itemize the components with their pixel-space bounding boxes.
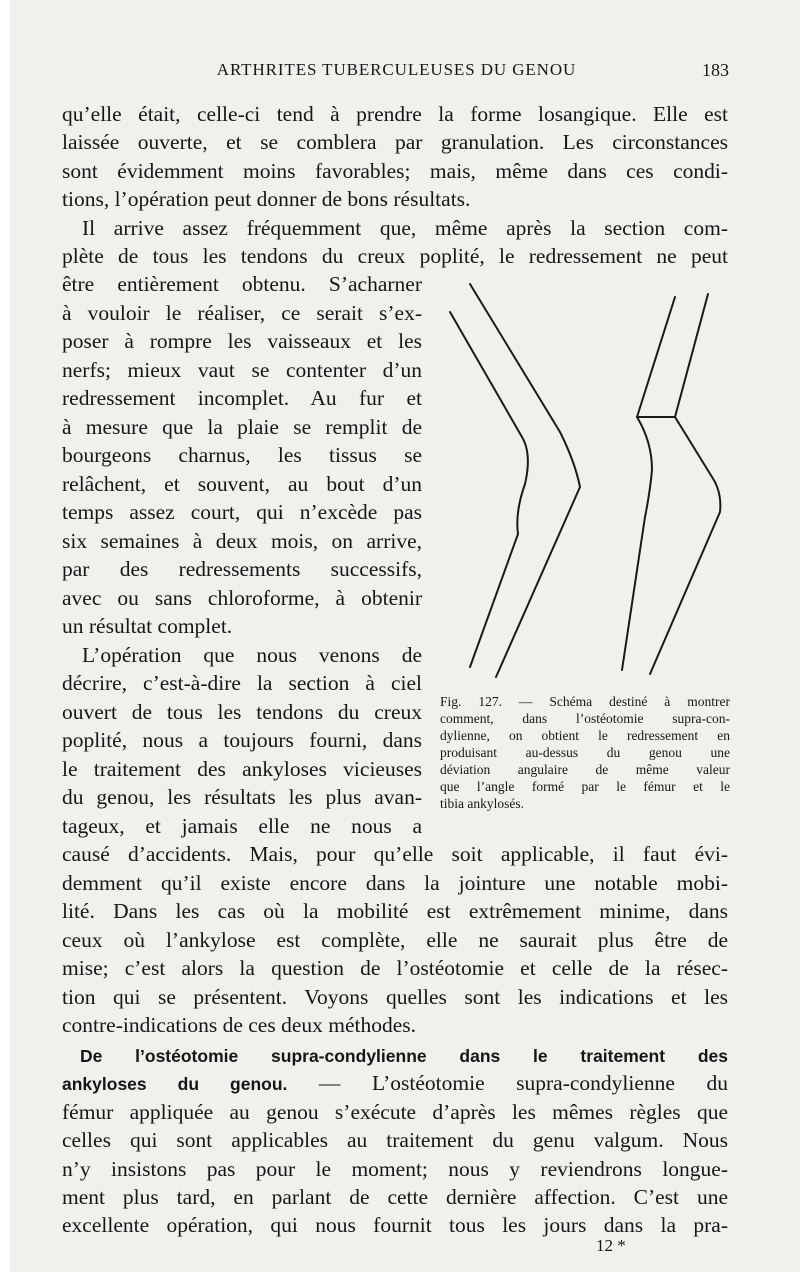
body-line: du genou, les résultats les plus avan- xyxy=(62,785,422,809)
figure-caption-line: comment, dans l’ostéotomie supra-con- xyxy=(440,711,730,726)
body-line: mise; c’est alors la question de l’ostéotomie et celle de la résec- xyxy=(62,956,728,980)
body-line: temps assez court, qui n’excède pas xyxy=(62,500,422,524)
figure-caption-line: dylienne, on obtient le redressement en xyxy=(440,728,730,743)
figure-caption-line: Fig. 127. — Schéma destiné à montrer xyxy=(440,694,730,709)
body-line: laissée ouverte, et se comblera par granulation. Les circonstances xyxy=(62,130,728,154)
section-line: ment plus tard, en parlant de cette dernière affection. C’est une xyxy=(62,1185,728,1209)
body-line: plète de tous les tendons du creux poplité, le redressement ne peut xyxy=(62,244,728,268)
body-line: être entièrement obtenu. S’acharner xyxy=(62,272,422,296)
section-line: fémur appliquée au genou s’exécute d’après les mêmes règles que xyxy=(62,1100,728,1124)
figure-caption-line: déviation angulaire de même valeur xyxy=(440,762,730,777)
body-line: six semaines à deux mois, on arrive, xyxy=(62,529,422,553)
section-line: celles qui sont applicables au traitement du genu valgum. Nous xyxy=(62,1128,728,1152)
body-line: par des redressements successifs, xyxy=(62,557,422,581)
body-line: L’opération que nous venons de xyxy=(82,643,422,667)
body-line: ceux où l’ankylose est complète, elle ne saurait plus être de xyxy=(62,928,728,952)
body-line: contre-indications de ces deux méthodes. xyxy=(62,1013,417,1037)
body-line: ouvert de tous les tendons du creux xyxy=(62,700,422,724)
osteotomy-limb-inner-contour xyxy=(637,297,675,417)
body-line: tageux, et jamais elle ne nous a xyxy=(62,814,422,838)
osteotomy-limb-lower-contour xyxy=(622,417,652,670)
section-heading-bold: ankyloses du genou. xyxy=(62,1074,288,1094)
body-line: bourgeons charnus, les tissus se xyxy=(62,443,422,467)
section-heading-text: De l’ostéotomie supra-condylienne dans le traitement des xyxy=(80,1046,728,1066)
running-title: ARTHRITES TUBERCULEUSES DU GENOU xyxy=(216,60,577,79)
osteotomy-limb-outer-contour xyxy=(650,294,720,674)
printer-signature: 12 * xyxy=(596,1236,626,1255)
body-line: tions, l’opération peut donner de bons résultats. xyxy=(62,187,471,211)
page-number: 183 xyxy=(702,60,729,80)
body-line: causé d’accidents. Mais, pour qu’elle soit applicable, il faut évi- xyxy=(62,842,728,866)
body-line: redressement incomplet. Au fur et xyxy=(62,386,422,410)
body-line: relâchent, et souvent, au bout d’un xyxy=(62,472,422,496)
body-line: à vouloir le réaliser, ce serait s’ex- xyxy=(62,301,422,325)
body-line: poser à rompre les vaisseaux et les xyxy=(62,329,422,353)
section-heading-rest: — L’ostéotomie supra-condylienne du xyxy=(287,1071,728,1095)
body-line: tion qui se présentent. Voyons quelles sont les indications et les xyxy=(62,985,728,1009)
figure-caption-line: produisant au-dessus du genou une xyxy=(440,745,730,760)
body-line: décrire, c’est-à-dire la section à ciel xyxy=(62,671,422,695)
section-heading-continued xyxy=(62,1069,728,1098)
body-line: poplité, nous a toujours fourni, dans xyxy=(62,728,422,752)
section-line: n’y insistons pas pour le moment; nous y reviendrons longue- xyxy=(62,1157,728,1181)
knee-diagram xyxy=(440,272,730,692)
body-line: le traitement des ankyloses vicieuses xyxy=(62,757,422,781)
body-line: qu’elle était, celle-ci tend à prendre la forme losangique. Elle est xyxy=(62,102,728,126)
page-header xyxy=(64,58,729,82)
body-line: lité. Dans les cas où la mobilité est extrêmement minime, dans xyxy=(62,899,728,923)
figure-caption-line: que l’angle formé par le fémur et le xyxy=(440,779,730,794)
body-line: un résultat complet. xyxy=(62,614,233,638)
body-line: nerfs; mieux vaut se contenter d’un xyxy=(62,358,422,382)
body-line: Il arrive assez fréquemment que, même après la section com- xyxy=(82,216,728,240)
body-line: sont évidemment moins favorables; mais, même dans ces condi- xyxy=(62,159,728,183)
section-heading xyxy=(80,1041,728,1070)
figure-caption-line: tibia ankylosés. xyxy=(440,796,524,811)
figure-knee-schema xyxy=(440,272,730,692)
body-line: à mesure que la plaie se remplit de xyxy=(62,415,422,439)
ankylosed-limb-inner-contour xyxy=(450,312,528,667)
body-line: demment qu’il existe encore dans la jointure une notable mobi- xyxy=(62,871,728,895)
section-line: excellente opération, qui nous fournit tous les jours dans la pra- xyxy=(62,1213,728,1237)
body-line: avec ou sans chloroforme, à obtenir xyxy=(62,586,422,610)
